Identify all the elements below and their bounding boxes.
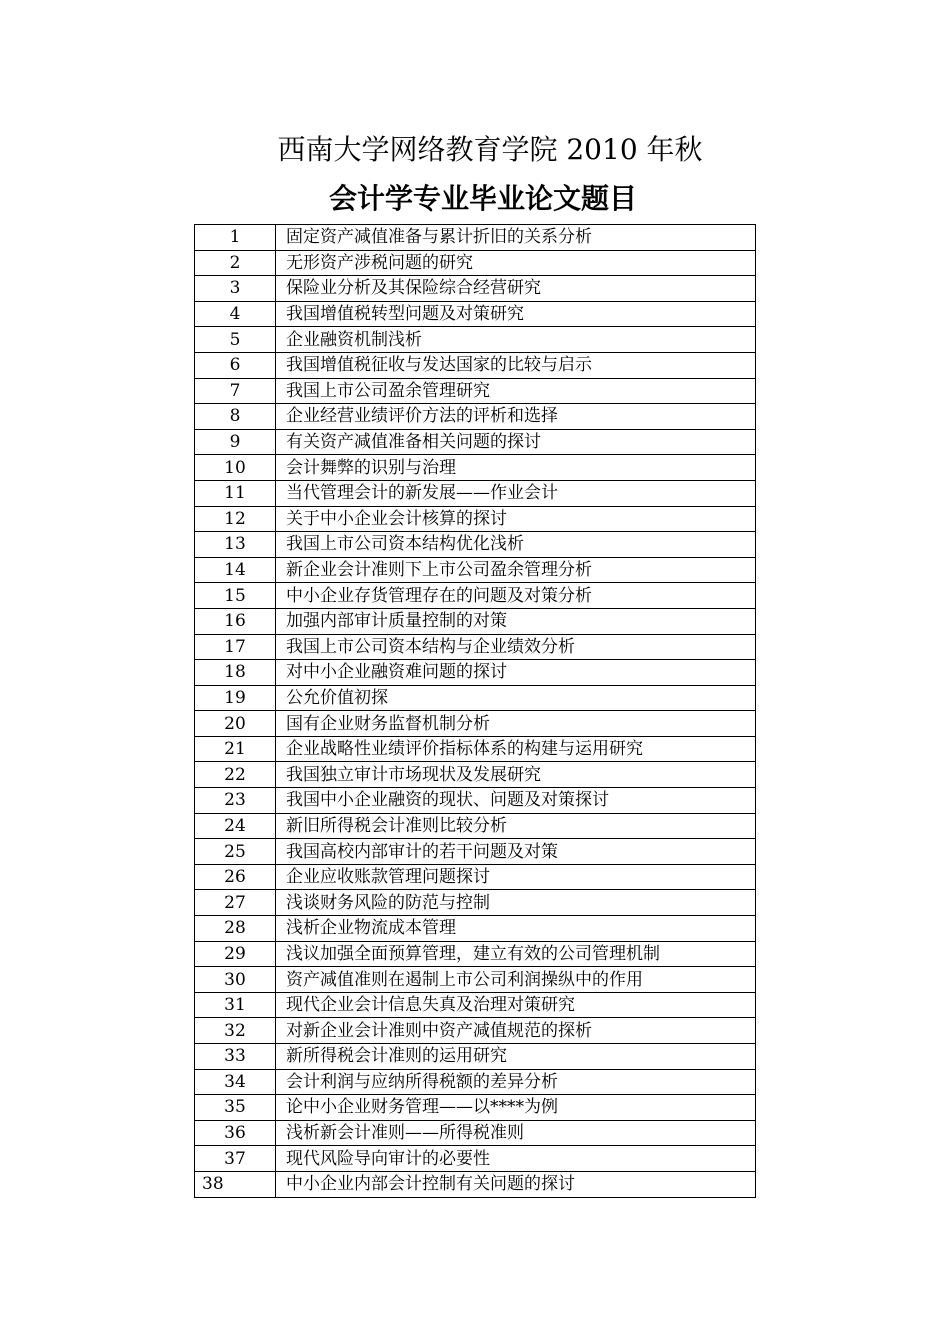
topic-title: 我国独立审计市场现状及发展研究 — [276, 762, 756, 788]
topic-number: 11 — [195, 480, 276, 506]
topic-title: 中小企业存货管理存在的问题及对策分析 — [276, 583, 756, 609]
topic-title: 新所得税会计准则的运用研究 — [276, 1044, 756, 1070]
topic-title: 我国上市公司资本结构优化浅析 — [276, 532, 756, 558]
topic-title: 对新企业会计准则中资产减值规范的探析 — [276, 1018, 756, 1044]
table-row — [195, 301, 756, 327]
topic-title: 企业经营业绩评价方法的评析和选择 — [276, 404, 756, 430]
topic-number: 12 — [195, 506, 276, 532]
topic-title: 固定资产减值准备与累计折旧的关系分析 — [276, 225, 756, 251]
topic-number: 33 — [195, 1044, 276, 1070]
document-subtitle: 会计学专业毕业论文题目 — [328, 182, 637, 215]
topic-number: 22 — [195, 762, 276, 788]
topic-number: 1 — [195, 225, 276, 251]
topic-number: 34 — [195, 1069, 276, 1095]
topic-title: 会计舞弊的识别与治理 — [276, 455, 756, 481]
topic-number: 31 — [195, 992, 276, 1018]
table-row — [195, 404, 756, 430]
thesis-topics-table — [194, 224, 756, 1198]
topic-title: 中小企业内部会计控制有关问题的探讨 — [276, 1171, 756, 1197]
table-row — [195, 480, 756, 506]
topic-title: 会计利润与应纳所得税额的差异分析 — [276, 1069, 756, 1095]
table-row — [195, 1146, 756, 1172]
topic-title: 新旧所得税会计准则比较分析 — [276, 813, 756, 839]
topic-number: 28 — [195, 916, 276, 942]
table-row — [195, 711, 756, 737]
table-row — [195, 839, 756, 865]
topic-title: 浅析企业物流成本管理 — [276, 916, 756, 942]
table-row — [195, 557, 756, 583]
table-row — [195, 429, 756, 455]
topic-title: 当代管理会计的新发展——作业会计 — [276, 480, 756, 506]
topic-title: 我国上市公司资本结构与企业绩效分析 — [276, 634, 756, 660]
topic-number: 15 — [195, 583, 276, 609]
topic-number: 13 — [195, 532, 276, 558]
table-row — [195, 762, 756, 788]
table-row — [195, 532, 756, 558]
table-row — [195, 608, 756, 634]
topic-title: 关于中小企业会计核算的探讨 — [276, 506, 756, 532]
topic-title: 我国上市公司盈余管理研究 — [276, 378, 756, 404]
topic-title: 论中小企业财务管理——以****为例 — [276, 1095, 756, 1121]
topic-number: 17 — [195, 634, 276, 660]
table-row — [195, 788, 756, 814]
topic-number: 37 — [195, 1146, 276, 1172]
table-row — [195, 1120, 756, 1146]
topic-number: 20 — [195, 711, 276, 737]
table-row — [195, 1095, 756, 1121]
table-row — [195, 813, 756, 839]
topic-title: 我国高校内部审计的若干问题及对策 — [276, 839, 756, 865]
table-row — [195, 736, 756, 762]
topic-title: 企业应收账款管理问题探讨 — [276, 864, 756, 890]
topic-number: 6 — [195, 352, 276, 378]
table-row — [195, 685, 756, 711]
table-row — [195, 890, 756, 916]
table-row — [195, 1018, 756, 1044]
table-row — [195, 455, 756, 481]
topic-title: 企业融资机制浅析 — [276, 327, 756, 353]
table-row — [195, 327, 756, 353]
topic-number: 29 — [195, 941, 276, 967]
topic-number: 25 — [195, 839, 276, 865]
topic-title: 浅析新会计准则——所得税准则 — [276, 1120, 756, 1146]
topic-number: 24 — [195, 813, 276, 839]
topic-number: 3 — [195, 276, 276, 302]
table-row — [195, 1069, 756, 1095]
topic-title: 加强内部审计质量控制的对策 — [276, 608, 756, 634]
table-row — [195, 1171, 756, 1197]
topic-number: 27 — [195, 890, 276, 916]
topic-number: 32 — [195, 1018, 276, 1044]
table-row — [195, 992, 756, 1018]
topic-title: 有关资产减值准备相关问题的探讨 — [276, 429, 756, 455]
topic-number: 10 — [195, 455, 276, 481]
table-row — [195, 352, 756, 378]
topic-title: 国有企业财务监督机制分析 — [276, 711, 756, 737]
topic-number: 4 — [195, 301, 276, 327]
topic-title: 我国中小企业融资的现状、问题及对策探讨 — [276, 788, 756, 814]
topic-title: 现代风险导向审计的必要性 — [276, 1146, 756, 1172]
table-row — [195, 250, 756, 276]
topic-title: 我国增值税征收与发达国家的比较与启示 — [276, 352, 756, 378]
topic-title: 保险业分析及其保险综合经营研究 — [276, 276, 756, 302]
thesis-topics-body — [195, 225, 756, 1198]
topic-title: 现代企业会计信息失真及治理对策研究 — [276, 992, 756, 1018]
document-title: 西南大学网络教育学院 2010 年秋 — [277, 133, 703, 166]
topic-number: 7 — [195, 378, 276, 404]
topic-number: 36 — [195, 1120, 276, 1146]
topic-title: 我国增值税转型问题及对策研究 — [276, 301, 756, 327]
topic-title: 浅议加强全面预算管理，建立有效的公司管理机制 — [276, 941, 756, 967]
table-row — [195, 276, 756, 302]
table-row — [195, 1044, 756, 1070]
topic-number: 2 — [195, 250, 276, 276]
topic-number: 23 — [195, 788, 276, 814]
table-row — [195, 634, 756, 660]
table-row — [195, 506, 756, 532]
topic-title: 浅谈财务风险的防范与控制 — [276, 890, 756, 916]
topic-title: 资产减值准则在遏制上市公司利润操纵中的作用 — [276, 967, 756, 993]
topic-title: 企业战略性业绩评价指标体系的构建与运用研究 — [276, 736, 756, 762]
topic-number: 19 — [195, 685, 276, 711]
topic-title: 新企业会计准则下上市公司盈余管理分析 — [276, 557, 756, 583]
table-row — [195, 583, 756, 609]
table-row — [195, 916, 756, 942]
table-row — [195, 660, 756, 686]
topic-number: 16 — [195, 608, 276, 634]
topic-number: 26 — [195, 864, 276, 890]
topic-number: 8 — [195, 404, 276, 430]
topic-number: 38 — [195, 1171, 276, 1197]
topic-number: 14 — [195, 557, 276, 583]
topic-number: 21 — [195, 736, 276, 762]
topic-number: 5 — [195, 327, 276, 353]
table-row — [195, 378, 756, 404]
table-row — [195, 864, 756, 890]
table-row — [195, 941, 756, 967]
topic-title: 无形资产涉税问题的研究 — [276, 250, 756, 276]
topic-number: 30 — [195, 967, 276, 993]
table-row — [195, 225, 756, 251]
topic-title: 对中小企业融资难问题的探讨 — [276, 660, 756, 686]
topic-number: 18 — [195, 660, 276, 686]
topic-title: 公允价值初探 — [276, 685, 756, 711]
topic-number: 9 — [195, 429, 276, 455]
topic-number: 35 — [195, 1095, 276, 1121]
table-row — [195, 967, 756, 993]
